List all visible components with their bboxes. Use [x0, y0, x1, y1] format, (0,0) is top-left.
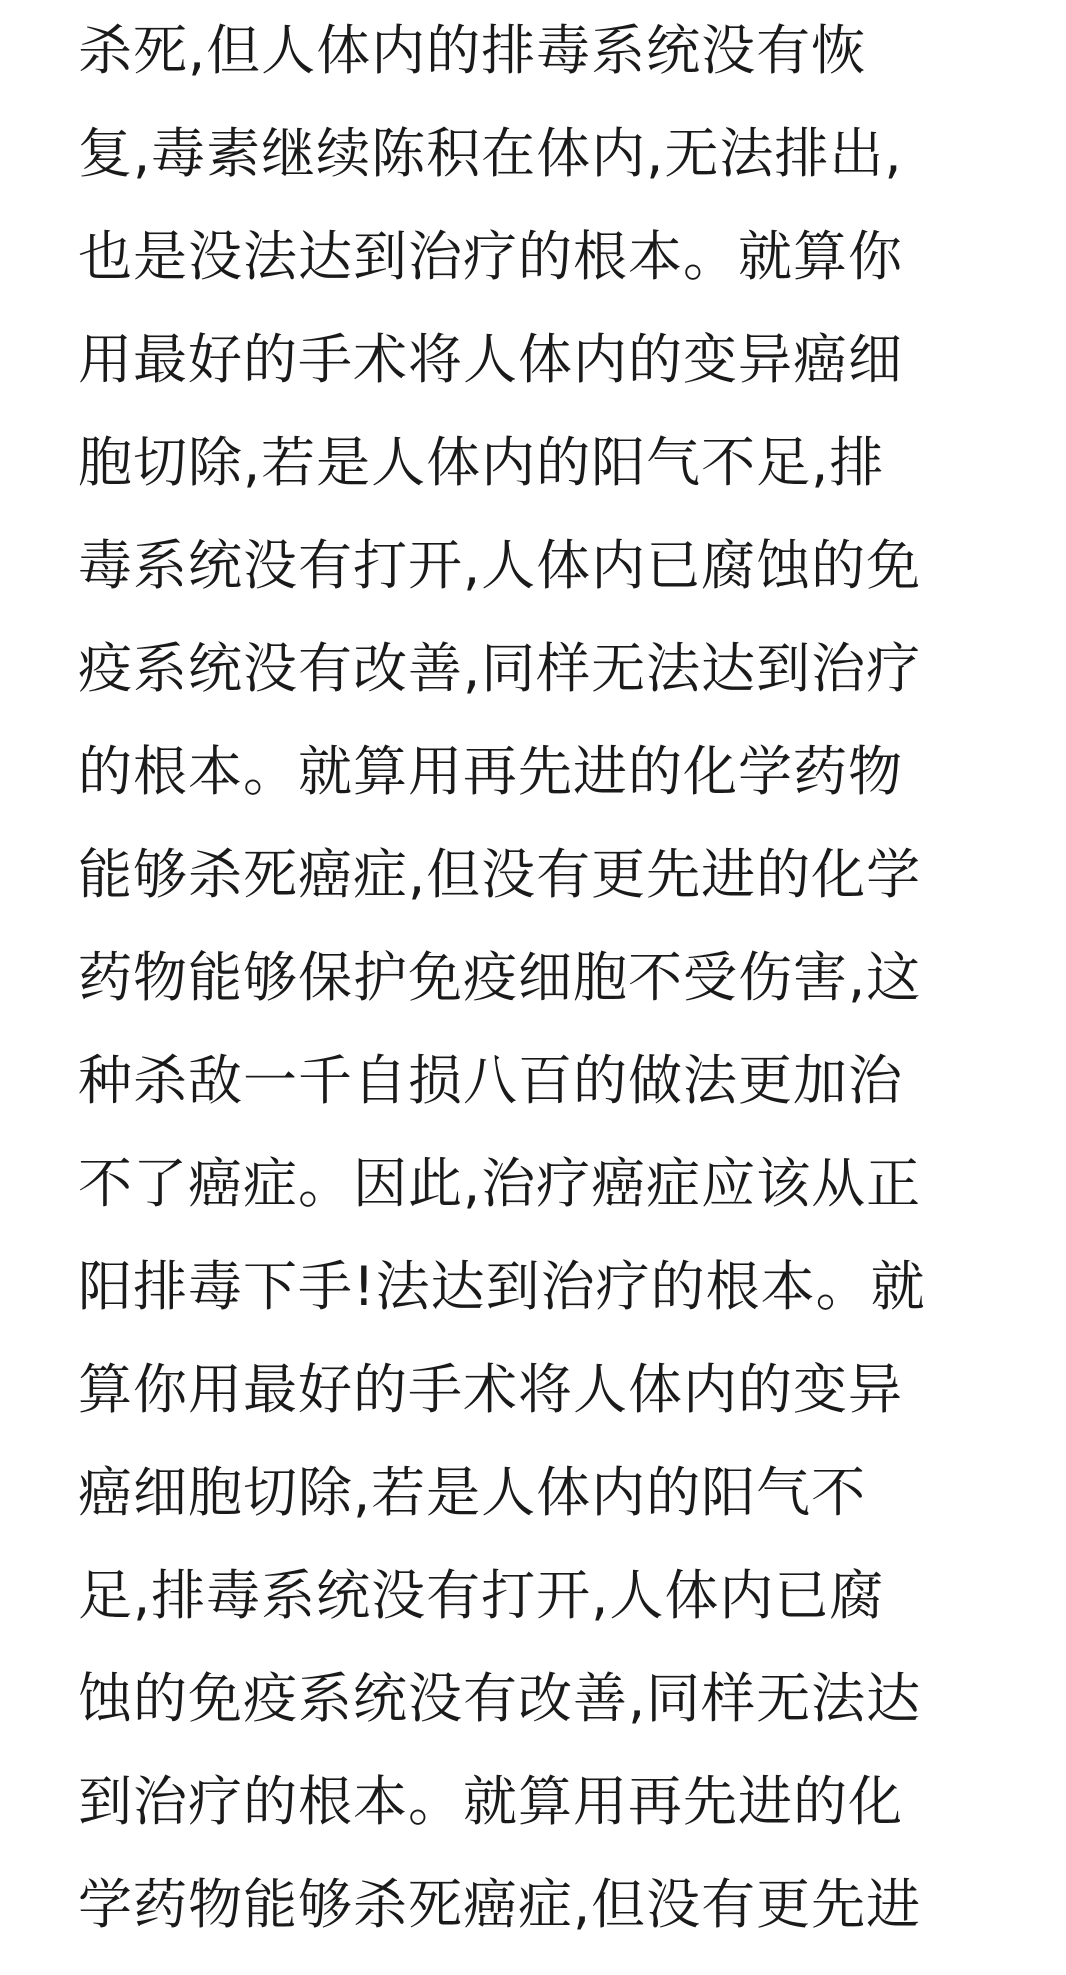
- text-line: 种杀敌一千自损八百的做法更加治: [78, 1049, 903, 1112]
- text-line: 阳排毒下手!法达到治疗的根本。就: [78, 1255, 926, 1318]
- text-line: 杀死,但人体内的排毒系统没有恢: [78, 19, 867, 82]
- text-line: 癌细胞切除,若是人体内的阳气不: [78, 1461, 867, 1524]
- text-line: 算你用最好的手术将人体内的变异: [78, 1358, 903, 1421]
- text-line: 到治疗的根本。就算用再先进的化: [78, 1770, 903, 1833]
- text-line: 足,排毒系统没有打开,人体内已腐: [78, 1564, 885, 1627]
- text-line: 药物能够保护免疫细胞不受伤害,这: [78, 946, 922, 1009]
- text-line: 学药物能够杀死癌症,但没有更先进: [78, 1873, 922, 1936]
- text-line: 也是没法达到治疗的根本。就算你: [78, 225, 903, 288]
- text-line: 疫系统没有改善,同样无法达到治疗: [78, 637, 922, 700]
- text-line: 不了癌症。因此,治疗癌症应该从正: [78, 1152, 922, 1215]
- text-line: 的根本。就算用再先进的化学药物: [78, 740, 903, 803]
- text-line: 复,毒素继续陈积在体内,无法排出,: [78, 122, 903, 185]
- article-body: [78, 0, 1038, 1975]
- text-line: 胞切除,若是人体内的阳气不足,排: [78, 431, 885, 494]
- text-line: 蚀的免疫系统没有改善,同样无法达: [78, 1667, 922, 1730]
- text-line: 用最好的手术将人体内的变异癌细: [78, 328, 903, 391]
- text-line: 能够杀死癌症,但没有更先进的化学: [78, 843, 922, 906]
- text-line: 毒系统没有打开,人体内已腐蚀的免: [78, 534, 922, 597]
